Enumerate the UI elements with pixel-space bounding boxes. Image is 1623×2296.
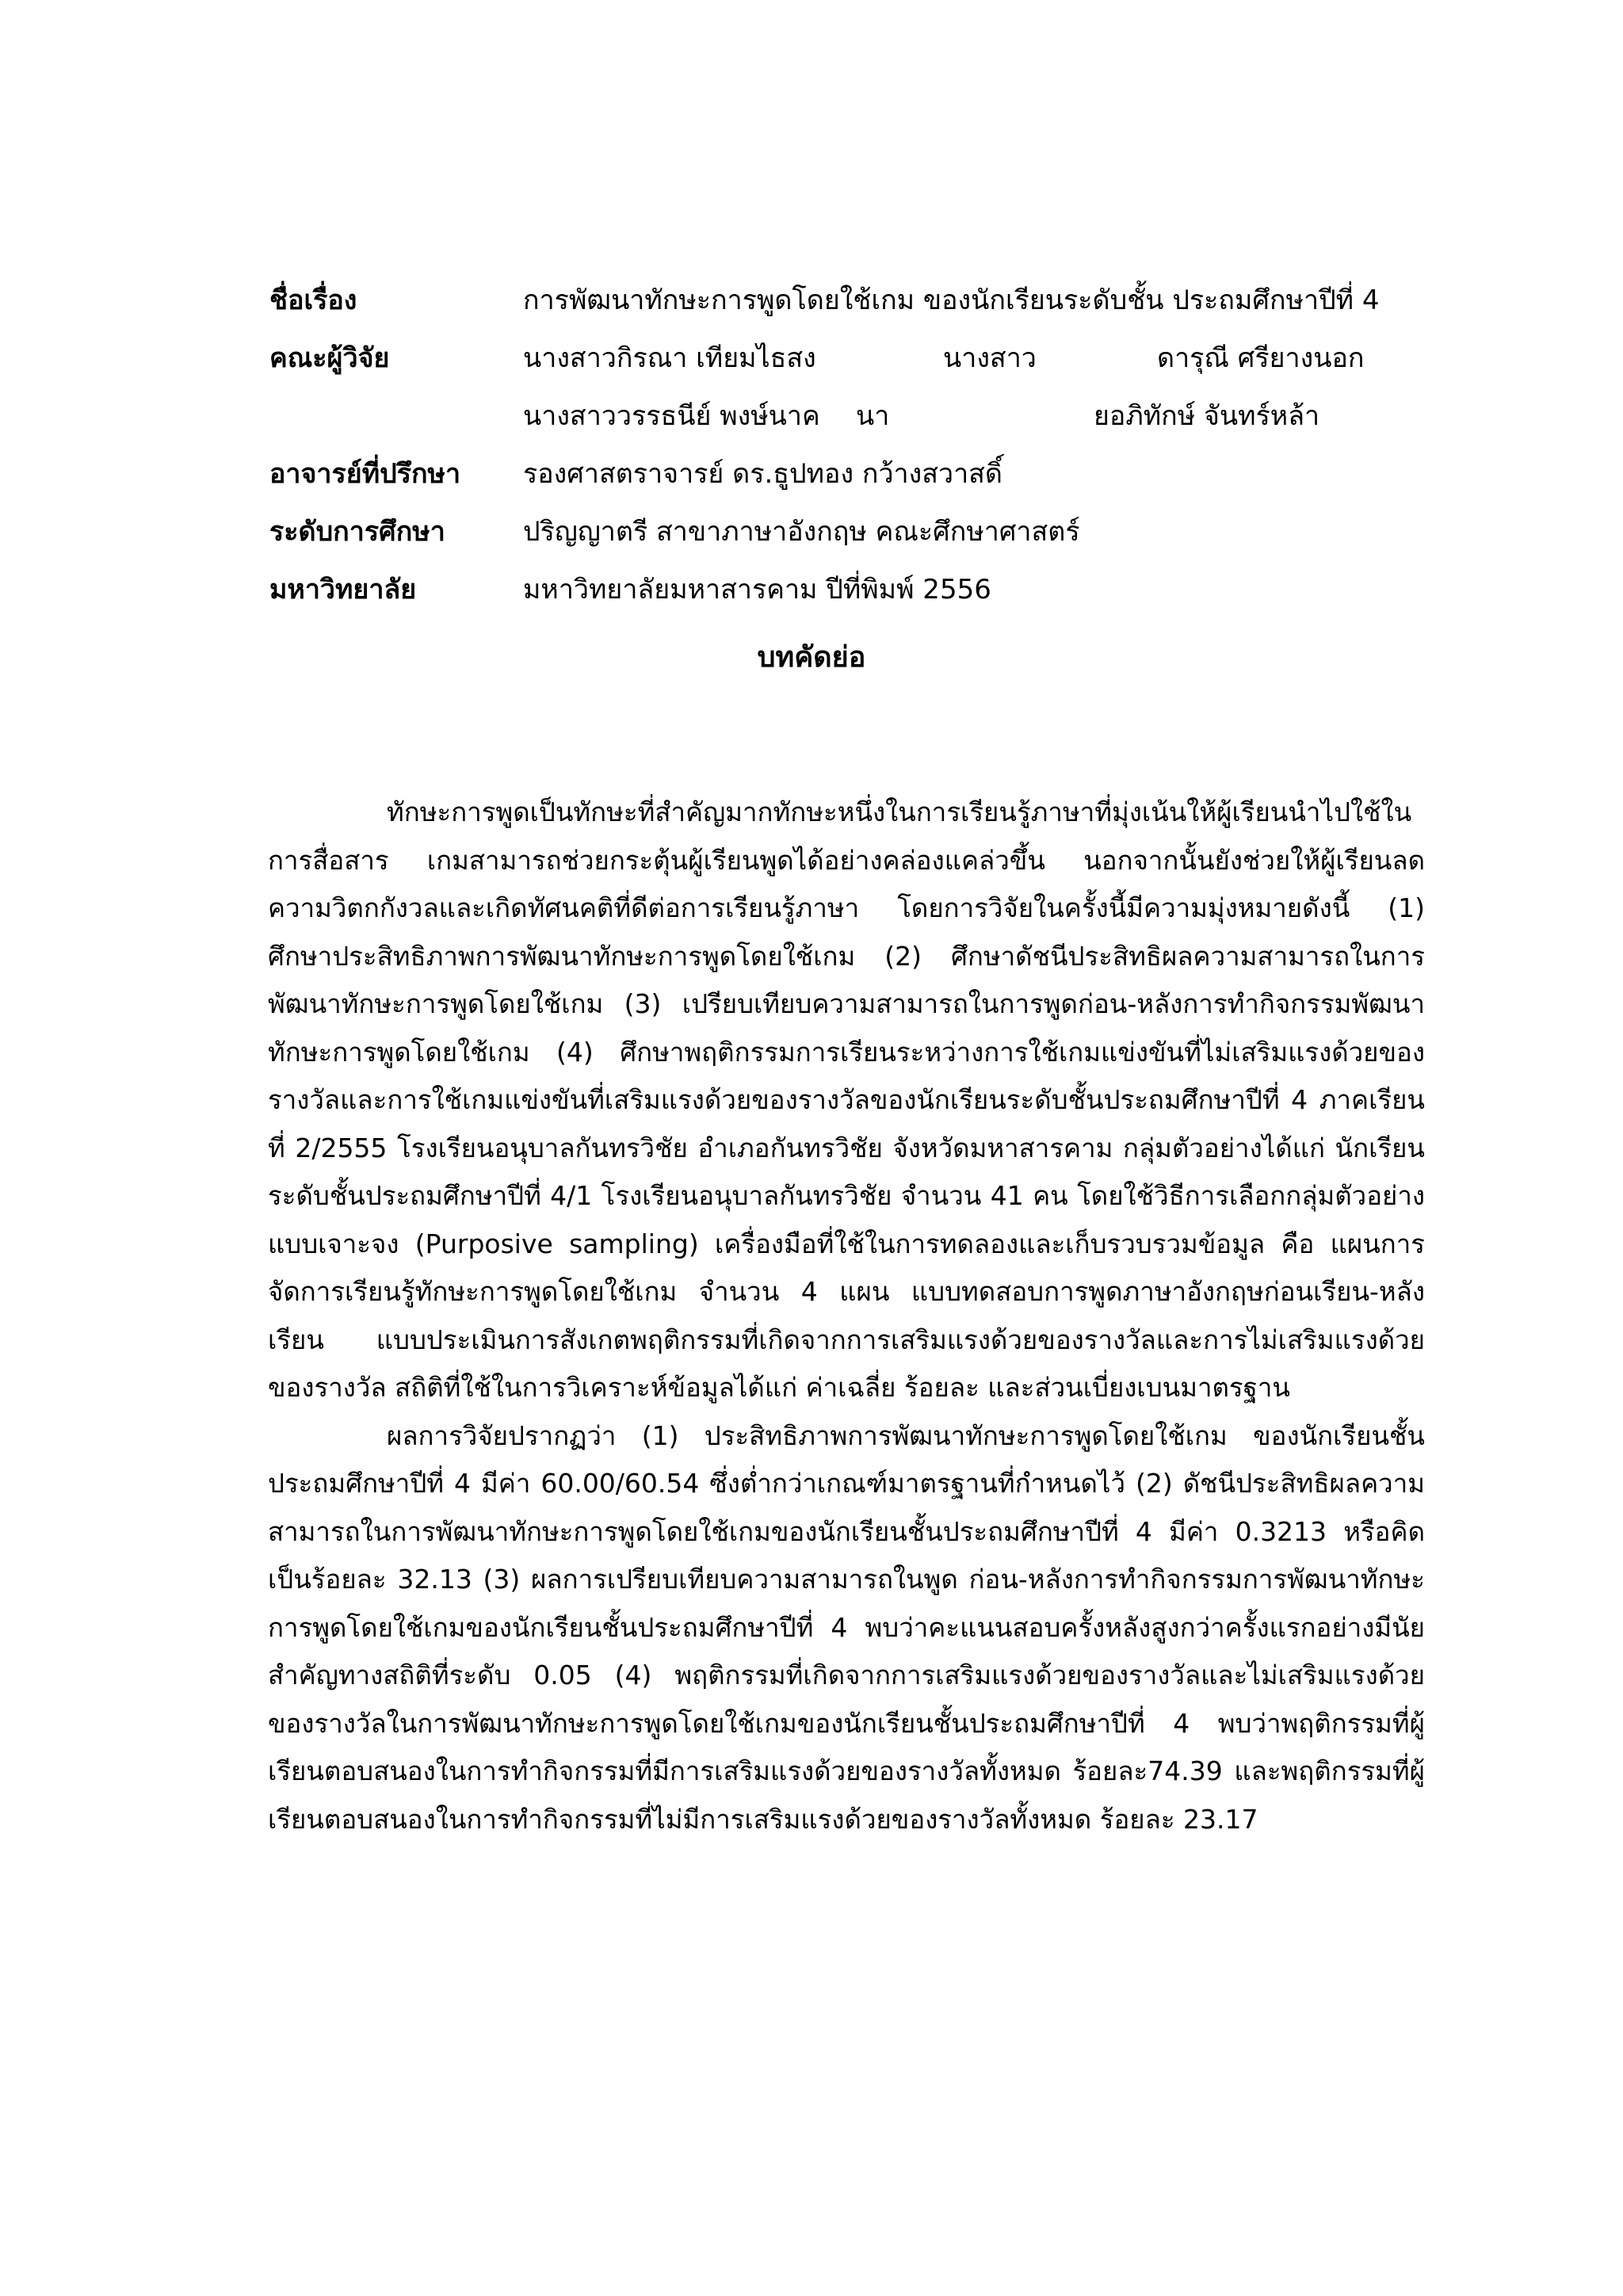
author-name: นางสาว xyxy=(943,342,1037,374)
university-label: มหาวิทยาลัย xyxy=(269,574,417,606)
author-name: นางสาวกิรณา เทียมไธสง xyxy=(523,342,816,374)
author-name: ยอภิทักษ์ จันทร์หล้า xyxy=(1094,400,1320,432)
abstract-body xyxy=(268,789,1425,1843)
authors-value-row2 xyxy=(523,388,1411,445)
abstract-heading: บทคัดย่อ xyxy=(757,641,866,674)
level-label: ระดับการศึกษา xyxy=(269,516,445,548)
abstract-paragraph-2: ผลการวิจัยปรากฏว่า (1) ประสิทธิภาพการพัฒนาทักษะการพูดโดยใช้เกม ของนักเรียนชั้นประถมศึกษาปีที่ 4 มีค่า 60.00/60.54 ซึ่งต่ำกว่าเกณฑ์มาตรฐานที่กำหนดไว้ (2) ดัชนีประสิทธิผลความสามารถในการพัฒนาทักษะการพูดโดยใช้เกมของนักเรียนชั้นประถมศึกษาปีที่ 4 มีค่า 0.3213 หรือคิดเป็นร้อยละ 32.13 (3) ผลการเปรียบเทียบความสามารถในพูด ก่อน-หลังการทำกิจกรรมการพัฒนาทักษะการพูดโดยใช้เกมของนักเรียนชั้นประถมศึกษาปีที่ 4 พบว่าคะแนนสอบครั้งหลังสูงกว่าครั้งแรกอย่างมีนัยสำคัญทางสถิติที่ระดับ 0.05 (4) พฤติกรรมที่เกิดจากการเสริมแรงด้วยของรางวัลและไม่เสริมแรงด้วยของรางวัลในการพัฒนาทักษะการพูดโดยใช้เกมของนักเรียนชั้นประถมศึกษาปีที่ 4 พบว่าพฤติกรรมที่ผู้เรียนตอบสนองในการทำกิจกรรมที่มีการเสริมแรงด้วยของรางวัลทั้งหมด ร้อยละ74.39 และพฤติกรรมที่ผู้เรียนตอบสนองในการทำกิจกรรมที่ไม่มีการเสริมแรงด้วยของรางวัลทั้งหมด ร้อยละ 23.17 xyxy=(268,1419,1425,1835)
level-value: ปริญญาตรี สาขาภาษาอังกฤษ คณะศึกษาศาสตร์ xyxy=(523,516,1080,548)
university-value: มหาวิทยาลัยมหาสารคาม ปีที่พิมพ์ 2556 xyxy=(523,574,991,606)
abstract-paragraph-1: ทักษะการพูดเป็นทักษะที่สำคัญมากทักษะหนึ่งในการเรียนรู้ภาษาที่มุ่งเน้นให้ผู้เรียนนำไปใช้ในการสื่อสาร เกมสามารถช่วยกระตุ้นผู้เรียนพูดได้อย่างคล่องแคล่วขึ้น นอกจากนั้นยังช่วยให้ผู้เรียนลดความวิตกกังวลและเกิดทัศนคติที่ดีต่อการเรียนรู้ภาษา โดยการวิจัยในครั้งนี้มีความมุ่งหมายดังนี้ (1) ศึกษาประสิทธิภาพการพัฒนาทักษะการพูดโดยใช้เกม (2) ศึกษาดัชนีประสิทธิผลความสามารถในการพัฒนาทักษะการพูดโดยใช้เกม (3) เปรียบเทียบความสามารถในการพูดก่อน-หลังการทำกิจกรรมพัฒนาทักษะการพูดโดยใช้เกม (4) ศึกษาพฤติกรรมการเรียนระหว่างการใช้เกมแข่งขันที่ไม่เสริมแรงด้วยของรางวัลและการใช้เกมแข่งขันที่เสริมแรงด้วยของรางวัลของนักเรียนระดับชั้นประถมศึกษาปีที่ 4 ภาคเรียนที่ 2/2555 โรงเรียนอนุบาลกันทรวิชัย อำเภอกันทรวิชัย จังหวัดมหาสารคาม กลุ่มตัวอย่างได้แก่ นักเรียนระดับชั้นประถมศึกษาปีที่ 4/1 โรงเรียนอนุบาลกันทรวิชัย จำนวน 41 คน โดยใช้วิธีการเลือกกลุ่มตัวอย่างแบบเจาะจง (Purposive sampling) เครื่องมือที่ใช้ในการทดลองและเก็บรวบรวมข้อมูล คือ แผนการจัดการเรียนรู้ทักษะการพูดโดยใช้เกม จำนวน 4 แผน แบบทดสอบการพูดภาษาอังกฤษก่อนเรียน-หลังเรียน แบบประเมินการสังเกตพฤติกรรมที่เกิดจากการเสริมแรงด้วยของรางวัลและการไม่เสริมแรงด้วยของรางวัล สถิติที่ใช้ในการวิเคราะห์ข้อมูลได้แก่ ค่าเฉลี่ย ร้อยละ และส่วนเบี่ยงเบนมาตรฐาน xyxy=(268,797,1425,1403)
authors-value-row1 xyxy=(523,330,1411,388)
authors-row xyxy=(269,330,1411,388)
empty-label xyxy=(269,388,523,445)
university-row xyxy=(269,561,1411,619)
metadata-block xyxy=(269,272,1411,619)
author-name: นา xyxy=(856,400,890,432)
title-value: การพัฒนาทักษะการพูดโดยใช้เกม ของนักเรียนระดับชั้น ประถมศึกษาปีที่ 4 xyxy=(523,285,1380,316)
level-row xyxy=(269,503,1411,561)
author-name: ดารุณี ศรียางนอก xyxy=(1157,342,1365,374)
advisor-row xyxy=(269,445,1411,503)
authors-row-continued xyxy=(269,388,1411,445)
title-row xyxy=(269,272,1411,330)
author-name: นางสาววรรธนีย์ พงษ์นาค xyxy=(523,400,820,432)
title-label: ชื่อเรื่อง xyxy=(269,285,357,316)
advisor-value: รองศาสตราจารย์ ดร.ธูปทอง กว้างสวาสดิ์ xyxy=(523,458,1003,490)
advisor-label: อาจารย์ที่ปรึกษา xyxy=(269,458,461,490)
authors-label: คณะผู้วิจัย xyxy=(269,342,390,374)
